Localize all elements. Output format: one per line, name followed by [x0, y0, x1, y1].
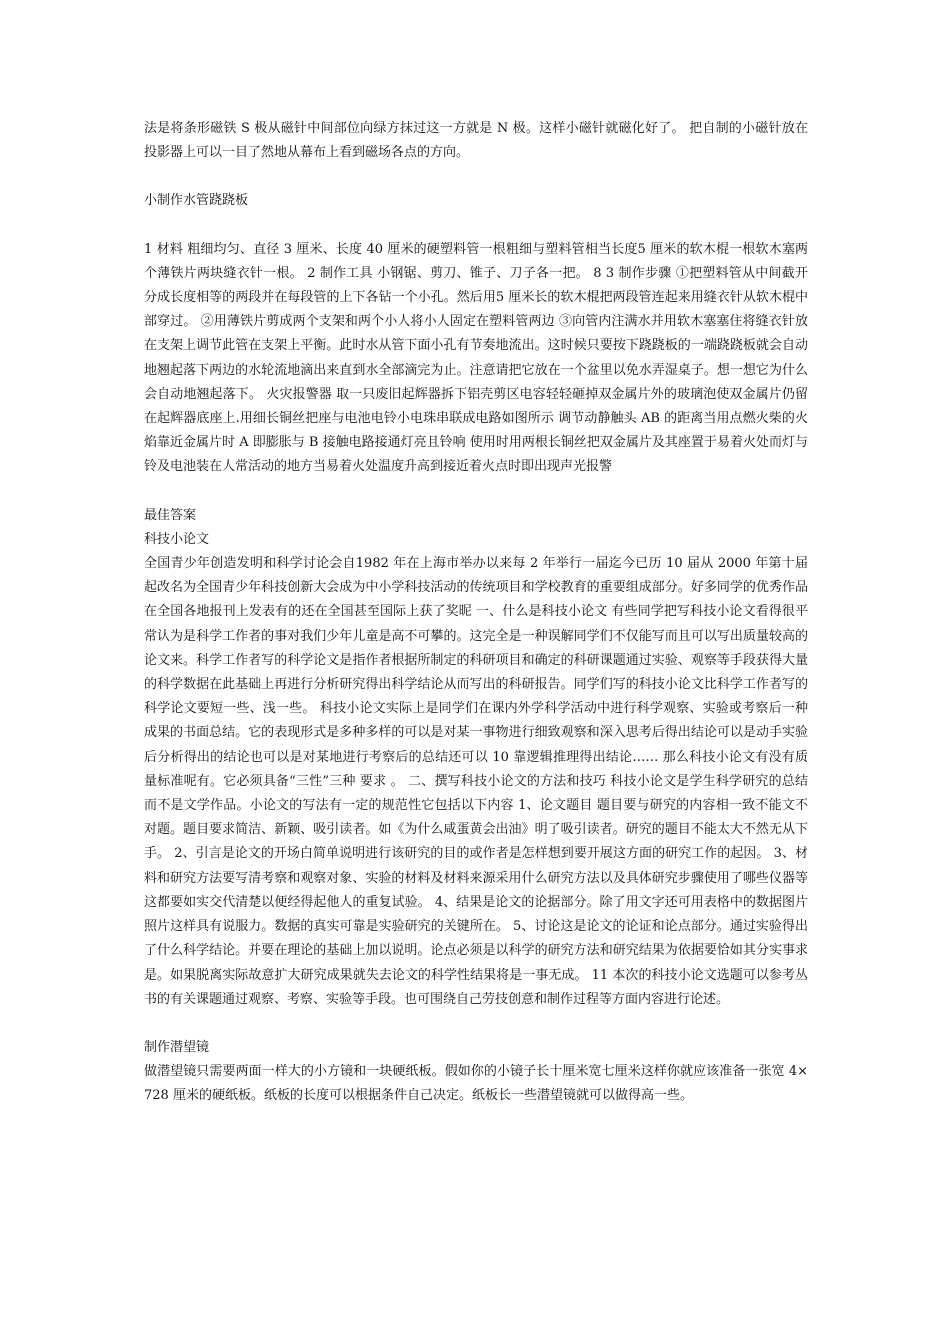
- essay-heading: 科技小论文: [144, 531, 210, 547]
- magnet-paragraph: 法是将条形磁铁 S 极从磁针中间部位向绿方抹过这一方就是 N 极。这样小磁针就磁化好了。 把自制的小磁针放在投影器上可以一目了然地从幕布上看到磁场各点的方向。: [144, 121, 808, 161]
- periscope-heading: 制作潜望镜: [144, 1039, 210, 1055]
- spacer: [144, 480, 808, 504]
- spacer: [144, 1012, 808, 1036]
- spacer: [144, 165, 808, 189]
- periscope-paragraph: 做潜望镜只需要两面一样大的小方镜和一块硬纸板。假如你的小镜子长十厘米宽七厘米这样你就应该准备一张宽 4×728 厘米的硬纸板。纸板的长度可以根据条件自己决定。纸板长一些潜望镜就可以做得高一些。: [144, 1064, 808, 1104]
- seesaw-heading: 小制作水管跷跷板: [144, 193, 249, 209]
- essay-paragraph: 全国青少年创造发明和科学讨论会自1982 年在上海市举办以来每 2 年举行一届迄今已历 10 届从 2000 年第十届起改名为全国青少年科技创新大会成为中小学科技活动的传统项目和学校教育的重要组成部分。好多同学的优秀作品在全国各地报刊上发表有的还在全国甚至国际上获了奖昵 一、什么是科技小论文 有些同学把写科技小论文看得很平常认为是科学工作者的事对我们少年儿童是高不可攀的。这完全是一种误解同学们不仅能写而且可以写出质量较高的论文来。科学工作者写的科学论文是指作者根据所制定的科研项目和确定的科研课题通过实验、观察等手段获得大量的科学数据在此基础上再进行分析研究得出科学结论从而写出的科研报告。同学们写的科技小论文比科学工作者写的科学论文要短一些、浅一些。 科技小论文实际上是同学们在课内外学科学活动中进行科学观察、实验或考察后一种成果的书面总结。它的表现形式是多种多样的可以是对某一事物进行细致观察和深入思考后得出结论可以是动手实验后分析得出的结论也可以是对某地进行考察后的总结还可以 10 靠逻辑推理得出结论…… 那么科技小论文有没有质量标准呢有。它必须具备“三性”三种 要求 。 二、撰写科技小论文的方法和技巧 科技小论文是学生科学研究的总结而不是文学作品。小论文的写法有一定的规范性它包括以下内容 1、论文题目 题目要与研究的内容相一致不能文不对题。题目要求简洁、新颖、吸引读者。如《为什么咸蛋黄会出油》明了吸引读者。研究的题目不能太大不然无从下手。 2、引言是论文的开场白简单说明进行该研究的目的或作者是怎样想到要开展这方面的研究工作的起因。 3、材料和研究方法要写清考察和观察对象、实验的材料及材料来源采用什么研究方法以及具体研究步骤使用了哪些仪器等这都要如实交代清楚以便经得起他人的重复试验。 4、结果是论文的论据部分。除了用文字还可用表格中的数据图片照片这样具有说服力。数据的真实可靠是实验研究的关键所在。 5、讨论这是论文的论证和论点部分。通过实验得出了什么科学结论。并要在理论的基础上加以说明。论点必须是以科学的研究方法和研究结果为依据要恰如其分实事求是。如果脱离实际故意扩大研究成果就失去论文的科学性结果将是一事无成。 11 本次的科技小论文选题可以参考丛书的有关课题通过观察、考察、实验等手段。也可围绕自己劳技创意和制作过程等方面内容进行论述。: [144, 556, 808, 1007]
- best-answer-heading: 最佳答案: [144, 507, 197, 523]
- document-page: [144, 117, 808, 1109]
- spacer: [144, 214, 808, 238]
- seesaw-paragraph: 1 材料 粗细均匀、直径 3 厘米、长度 40 厘米的硬塑料管一根粗细与塑料管相当长度5 厘米的软木棍一根软木塞两个薄铁片两块缝衣针一根。 2 制作工具 小钢锯、剪刀、锥子、刀子各一把。 8 3 制作步骤 ①把塑料管从中间截开分成长度相等的两段并在每段管的上下各钻一个小孔。然后用5 厘米长的软木棍把两段管连起来用缝衣针从软木棍中部穿过。 ②用薄铁片剪成两个支架和两个小人将小人固定在塑料管两边 ③向管内注满水并用软木塞塞住将缝衣针放在支架上调节此管在支架上平衡。此时水从管下面小孔有节奏地流出。这时候只要按下跷跷板的一端跷跷板就会自动地翘起落下两边的水轮流地滴出来直到水全部滴完为止。注意请把它放在一个盆里以免水弄湿桌子。想一想它为什么会自动地翘起落下。 火灾报警器 取一只废旧起辉器拆下铝壳剪区电容轻轻砸掉双金属片外的玻璃泡使双金属片仍留在起辉器底座上.用细长铜丝把座与电池电铃小电珠串联成电路如图所示 调节动静触头 AB 的距离当用点燃火柴的火焰靠近金属片时 A 即膨胀与 B 接触电路接通灯亮且铃响 使用时用两根长铜丝把双金属片及其座置于易着火处而灯与铃及电池装在人常活动的地方当易着火处温度升高到接近着火点时即出现声光报警: [144, 241, 808, 475]
